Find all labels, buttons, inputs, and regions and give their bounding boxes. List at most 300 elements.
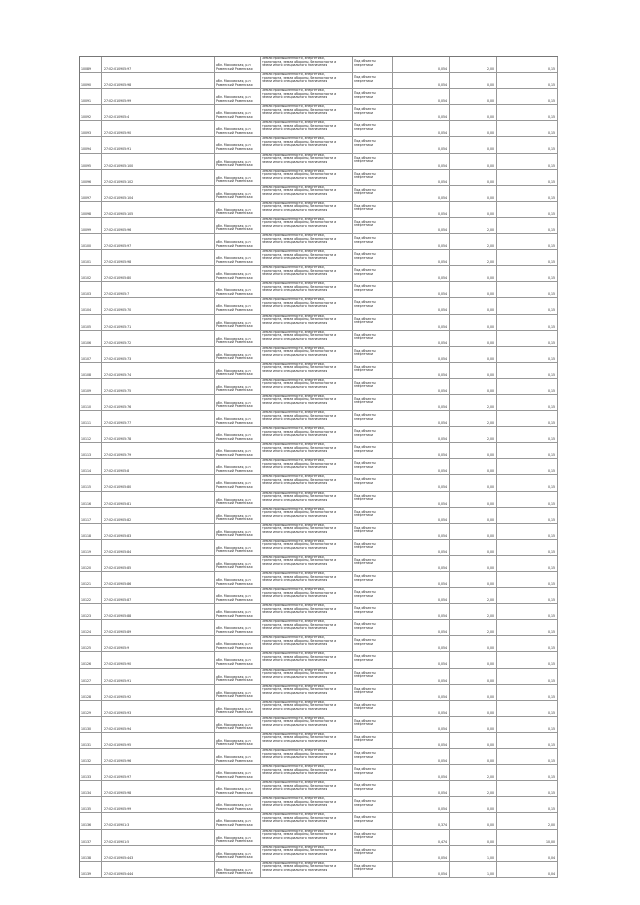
table-row [80, 427, 558, 443]
table-row [80, 540, 558, 556]
address-cell [215, 830, 261, 845]
permitted-use-line: энергетики [354, 239, 374, 244]
land-category-line: транспорта, земли обороны, безопасности и [262, 654, 337, 659]
area-value-cell: 0,054 [393, 170, 450, 185]
address-line: обл. Московская, р-н [216, 143, 251, 148]
area-value-cell: 0,054 [393, 459, 450, 474]
land-category-cell [261, 540, 353, 555]
land-category-line: транспорта, земли обороны, безопасности и [262, 445, 337, 450]
rate-value-cell: 0,15 [497, 234, 558, 249]
land-category-line: транспорта, земли обороны, безопасности и [262, 75, 337, 80]
row-id-cell: 10125 [80, 636, 102, 651]
land-category-line: транспорта, земли обороны, безопасности и [262, 783, 337, 788]
land-category-cell [261, 411, 353, 426]
cadastral-number-cell: 27:02:010905:87 [102, 588, 215, 603]
land-category-line: Земли промышленности, энергетики, [262, 330, 325, 334]
land-category-line: транспорта, земли обороны, безопасности и [262, 558, 337, 563]
address-cell [215, 492, 261, 507]
permitted-use-line: Под объекты [354, 413, 376, 418]
address-cell [215, 862, 261, 877]
land-category-cell [261, 556, 353, 571]
area-value-cell: 0,054 [393, 620, 450, 635]
address-line: обл. Московская, р-н [216, 851, 251, 856]
row-id-cell: 10109 [80, 379, 102, 394]
area-value-cell: 0,054 [393, 347, 450, 362]
cadastral-number-cell: 27:02:010905:8 [102, 459, 215, 474]
land-category-cell [261, 347, 353, 362]
land-category-line: транспорта, земли обороны, безопасности и [262, 204, 337, 209]
land-category-cell [261, 186, 353, 201]
permitted-use-line: энергетики [354, 513, 374, 518]
cadastral-number-cell: 27:02:010905:96 [102, 749, 215, 764]
land-category-cell [261, 669, 353, 684]
table-row [80, 363, 558, 379]
address-line: Раменский Раменская [216, 404, 253, 409]
permitted-use-cell [353, 89, 393, 104]
land-category-line: земли иного специального назначения [262, 433, 328, 438]
land-category-line: транспорта, земли обороны, безопасности и [262, 638, 337, 643]
address-line: обл. Московская, р-н [216, 336, 251, 341]
permitted-use-line: энергетики [354, 255, 374, 260]
address-line: обл. Московская, р-н [216, 771, 251, 776]
rate-value-cell: 0,04 [497, 846, 558, 861]
cadastral-number-cell: 27:02:010905:84 [102, 540, 215, 555]
address-cell [215, 137, 261, 152]
permitted-use-cell [353, 266, 393, 281]
land-category-cell [261, 298, 353, 313]
row-id-cell: 10136 [80, 813, 102, 828]
address-line: обл. Московская, р-н [216, 594, 251, 599]
land-category-cell [261, 202, 353, 217]
land-category-line: Земли промышленности, энергетики, [262, 749, 325, 753]
permitted-use-line: энергетики [354, 159, 374, 164]
rate-value-cell: 0,15 [497, 652, 558, 667]
address-line: Раменский Раменская [216, 227, 253, 232]
land-category-line: транспорта, земли обороны, безопасности и [262, 317, 337, 321]
land-category-line: Земли промышленности, энергетики, [262, 57, 325, 60]
cadastral-number-cell: 27:02:010905:90 [102, 121, 215, 136]
rate-value-cell: 0,15 [497, 717, 558, 732]
table-row [80, 315, 558, 331]
area-value-cell: 0,054 [393, 250, 450, 265]
permitted-use-cell [353, 846, 393, 861]
address-line: обл. Московская, р-н [216, 867, 251, 872]
land-category-line: транспорта, земли обороны, безопасности и [262, 268, 337, 273]
land-category-line: транспорта, земли обороны, безопасности и [262, 767, 337, 772]
cadastral-number-cell: 27:02:010905:76 [102, 395, 215, 410]
address-line: обл. Московская, р-н [216, 95, 251, 100]
land-category-line: Земли промышленности, энергетики, [262, 716, 325, 720]
table-row [80, 524, 558, 540]
land-category-line: Земли промышленности, энергетики, [262, 684, 325, 688]
land-category-line: земли иного специального назначения [262, 63, 328, 67]
permitted-use-cell [353, 331, 393, 346]
address-line: Раменский Раменская [216, 291, 253, 296]
cadastral-number-cell: 27:02:010905:73 [102, 347, 215, 362]
permitted-use-line: энергетики [354, 690, 374, 695]
count-value-cell: 2,00 [450, 588, 497, 603]
count-value-cell: 2,00 [450, 411, 497, 426]
rate-value-cell: 0,15 [497, 298, 558, 313]
land-category-line: транспорта, земли обороны, безопасности и [262, 590, 337, 595]
cadastral-number-cell: 27:02:010905:443 [102, 846, 215, 861]
address-line: обл. Московская, р-н [216, 384, 251, 389]
permitted-use-line: энергетики [354, 384, 374, 389]
rate-value-cell: 0,15 [497, 363, 558, 378]
land-category-line: Земли промышленности, энергетики, [262, 588, 325, 592]
rate-value-cell: 0,15 [497, 154, 558, 169]
count-value-cell: 0,00 [450, 170, 497, 185]
land-category-line: Земли промышленности, энергетики, [262, 491, 325, 495]
table-row [80, 475, 558, 491]
permitted-use-line: Под объекты [354, 123, 376, 128]
address-cell [215, 765, 261, 780]
rate-value-cell: 0,15 [497, 266, 558, 281]
cadastral-number-cell: 27:02:010905:71 [102, 315, 215, 330]
land-category-line: земли иного специального назначения [262, 384, 328, 389]
permitted-use-line: Под объекты [354, 831, 376, 836]
row-id-cell: 10114 [80, 459, 102, 474]
row-id-cell: 10106 [80, 331, 102, 346]
cadastral-number-cell: 27:02:010905:99 [102, 89, 215, 104]
address-line: обл. Московская, р-н [216, 513, 251, 518]
area-value-cell: 0,054 [393, 556, 450, 571]
count-value-cell: 0,00 [450, 121, 497, 136]
address-line: Раменский Раменская [216, 645, 253, 650]
permitted-use-line: Под объекты [354, 171, 376, 176]
address-line: обл. Московская, р-н [216, 207, 251, 212]
count-value-cell: 1,00 [450, 846, 497, 861]
rate-value-cell: 10,00 [497, 830, 558, 845]
address-cell [215, 121, 261, 136]
count-value-cell: 2,00 [450, 765, 497, 780]
land-category-cell [261, 588, 353, 603]
land-category-line: транспорта, земли обороны, безопасности и [262, 864, 337, 869]
count-value-cell: 0,00 [450, 524, 497, 539]
land-category-line: транспорта, земли обороны, безопасности и [262, 139, 337, 144]
area-value-cell: 0,474 [393, 830, 450, 845]
cadastral-number-cell: 27:02:010905:89 [102, 620, 215, 635]
count-value-cell: 2,00 [450, 427, 497, 442]
area-value-cell: 0,054 [393, 282, 450, 297]
address-line: обл. Московская, р-н [216, 272, 251, 277]
address-cell [215, 218, 261, 233]
address-line: Раменский Раменская [216, 307, 253, 312]
land-category-line: транспорта, земли обороны, безопасности и [262, 510, 337, 515]
permitted-use-line: энергетики [354, 770, 374, 775]
land-category-cell [261, 701, 353, 716]
row-id-cell: 10117 [80, 508, 102, 523]
area-value-cell: 0,054 [393, 797, 450, 812]
table-row [80, 797, 558, 813]
row-id-cell: 10098 [80, 202, 102, 217]
land-category-line: транспорта, земли обороны, безопасности и [262, 832, 337, 836]
count-value-cell: 0,00 [450, 669, 497, 684]
table-row [80, 685, 558, 701]
area-value-cell: 0,054 [393, 701, 450, 716]
address-cell [215, 652, 261, 667]
land-category-line: земли иного специального назначения [262, 449, 328, 454]
cadastral-number-cell: 27:02:010905:97 [102, 765, 215, 780]
land-category-line: транспорта, земли обороны, безопасности и [262, 220, 337, 225]
land-category-line: транспорта, земли обороны, безопасности и [262, 349, 337, 354]
land-category-cell [261, 508, 353, 523]
permitted-use-line: энергетики [354, 432, 374, 437]
area-value-cell: 0,054 [393, 137, 450, 152]
row-id-cell: 10089 [80, 57, 102, 72]
row-id-cell: 10135 [80, 797, 102, 812]
address-cell [215, 298, 261, 313]
land-category-line: транспорта, земли обороны, безопасности и [262, 815, 337, 820]
permitted-use-line: энергетики [354, 191, 374, 196]
cadastral-number-cell: 27:02:010905:90 [102, 652, 215, 667]
table-row [80, 137, 558, 153]
row-id-cell: 10121 [80, 572, 102, 587]
land-category-cell [261, 331, 353, 346]
permitted-use-cell [353, 588, 393, 603]
address-line: Раменский Раменская [216, 420, 253, 425]
permitted-use-line: Под объекты [354, 541, 376, 546]
land-category-cell [261, 315, 353, 330]
land-category-line: Земли промышленности, энергетики, [262, 732, 325, 736]
rate-value-cell: 0,15 [497, 797, 558, 812]
address-line: Раменский Раменская [216, 163, 253, 168]
row-id-cell: 10111 [80, 411, 102, 426]
row-id-cell: 10101 [80, 250, 102, 265]
address-cell [215, 266, 261, 281]
permitted-use-line: энергетики [354, 706, 374, 711]
land-category-line: земли иного специального назначения [262, 771, 328, 776]
permitted-use-cell [353, 524, 393, 539]
land-category-line: земли иного специального назначения [262, 529, 328, 534]
land-category-line: Земли промышленности, энергетики, [262, 572, 325, 575]
cadastral-number-cell: 27:02:010905:102 [102, 170, 215, 185]
address-cell [215, 749, 261, 764]
count-value-cell: 0,00 [450, 89, 497, 104]
land-category-line: земли иного специального назначения [262, 658, 328, 663]
land-category-line: земли иного специального назначения [262, 175, 328, 180]
count-value-cell: 1,00 [450, 862, 497, 877]
permitted-use-line: Под объекты [354, 396, 376, 401]
cadastral-number-cell: 27:02:010905:70 [102, 298, 215, 313]
count-value-cell: 0,00 [450, 282, 497, 297]
land-category-line: Земли промышленности, энергетики, [262, 797, 325, 801]
table-row [80, 733, 558, 749]
address-line: Раменский Раменская [216, 372, 253, 377]
permitted-use-cell [353, 57, 393, 72]
table-row [80, 588, 558, 604]
permitted-use-cell [353, 459, 393, 474]
land-category-line: транспорта, земли обороны, безопасности и [262, 59, 337, 64]
land-category-line: Земли промышленности, энергетики, [262, 346, 325, 350]
land-category-line: Земли промышленности, энергетики, [262, 459, 325, 463]
row-id-cell: 10096 [80, 170, 102, 185]
count-value-cell: 0,00 [450, 572, 497, 587]
area-value-cell: 0,054 [393, 749, 450, 764]
address-line: Раменский Раменская [216, 871, 253, 876]
land-category-cell [261, 830, 353, 845]
table-row [80, 186, 558, 202]
cadastral-number-cell: 27:02:010901:3 [102, 813, 215, 828]
rate-value-cell: 0,15 [497, 427, 558, 442]
address-cell [215, 347, 261, 362]
address-line: обл. Московская, р-н [216, 417, 251, 422]
permitted-use-line: энергетики [354, 641, 374, 646]
land-category-line: транспорта, земли обороны, безопасности и [262, 156, 337, 161]
land-category-cell [261, 781, 353, 796]
permitted-use-line: энергетики [354, 802, 374, 807]
address-cell [215, 282, 261, 297]
rate-value-cell: 0,15 [497, 636, 558, 651]
land-category-line: транспорта, земли обороны, безопасности и [262, 494, 337, 499]
table-row [80, 717, 558, 733]
cadastral-number-cell: 27:02:010905:7 [102, 282, 215, 297]
land-category-line: земли иного специального назначения [262, 690, 328, 695]
land-category-cell [261, 652, 353, 667]
land-category-line: Земли промышленности, энергетики, [262, 137, 325, 141]
cadastral-number-cell: 27:02:010905:105 [102, 202, 215, 217]
permitted-use-line: энергетики [354, 625, 374, 630]
address-line: обл. Московская, р-н [216, 481, 251, 486]
land-category-line: земли иного специального назначения [262, 288, 328, 293]
rate-value-cell: 0,15 [497, 492, 558, 507]
land-category-line: Земли промышленности, энергетики, [262, 105, 325, 109]
land-category-line: транспорта, земли обороны, безопасности и [262, 123, 337, 128]
rate-value-cell: 0,15 [497, 443, 558, 458]
permitted-use-line: энергетики [354, 287, 374, 292]
land-category-cell [261, 363, 353, 378]
row-id-cell: 10134 [80, 781, 102, 796]
cadastral-number-cell: 27:02:010905:80 [102, 266, 215, 281]
address-line: обл. Московская, р-н [216, 63, 251, 67]
permitted-use-cell [353, 186, 393, 201]
table-row [80, 669, 558, 685]
address-line: Раменский Раменская [216, 388, 253, 393]
land-category-line: транспорта, земли обороны, безопасности и [262, 333, 337, 338]
count-value-cell: 0,00 [450, 492, 497, 507]
address-cell [215, 250, 261, 265]
rate-value-cell: 0,15 [497, 733, 558, 748]
count-value-cell: 0,00 [450, 685, 497, 700]
permitted-use-line: Под объекты [354, 59, 376, 63]
rate-value-cell: 0,15 [497, 347, 558, 362]
land-category-line: транспорта, земли обороны, безопасности и [262, 236, 337, 241]
permitted-use-line: Под объекты [354, 219, 376, 224]
rate-value-cell: 0,15 [497, 218, 558, 233]
count-value-cell: 2,00 [450, 620, 497, 635]
address-line: Раменский Раменская [216, 259, 253, 264]
address-line: обл. Московская, р-н [216, 240, 251, 245]
count-value-cell: 0,00 [450, 315, 497, 330]
land-category-line: земли иного специального назначения [262, 368, 328, 373]
address-line: обл. Московская, р-н [216, 561, 251, 566]
table-row [80, 862, 558, 878]
permitted-use-cell [353, 315, 393, 330]
row-id-cell: 10120 [80, 556, 102, 571]
count-value-cell: 0,00 [450, 733, 497, 748]
land-category-cell [261, 636, 353, 651]
table-row [80, 620, 558, 636]
land-category-line: транспорта, земли обороны, безопасности и [262, 300, 337, 305]
address-line: Раменский Раменская [216, 243, 253, 248]
area-value-cell: 0,054 [393, 781, 450, 796]
count-value-cell: 0,00 [450, 379, 497, 394]
row-id-cell: 10130 [80, 717, 102, 732]
cadastral-number-cell: 27:02:010905:94 [102, 717, 215, 732]
address-line: Раменский Раменская [216, 839, 253, 843]
table-row [80, 492, 558, 508]
permitted-use-line: Под объекты [354, 284, 376, 289]
cadastral-number-cell: 27:02:010905:82 [102, 508, 215, 523]
permitted-use-cell [353, 813, 393, 828]
address-line: Раменский Раменская [216, 565, 253, 570]
land-category-line: Земли промышленности, энергетики, [262, 89, 325, 93]
permitted-use-line: Под объекты [354, 91, 376, 96]
land-category-line: Земли промышленности, энергетики, [262, 362, 325, 366]
address-line: обл. Московская, р-н [216, 256, 251, 261]
address-line: Раменский Раменская [216, 66, 253, 71]
area-value-cell: 0,054 [393, 685, 450, 700]
land-category-line: земли иного специального назначения [262, 143, 328, 148]
table-row [80, 443, 558, 459]
address-cell [215, 540, 261, 555]
address-line: обл. Московская, р-н [216, 79, 251, 84]
count-value-cell: 0,00 [450, 813, 497, 828]
land-category-cell [261, 379, 353, 394]
permitted-use-line: энергетики [354, 352, 374, 357]
land-category-line: Земли промышленности, энергетики, [262, 523, 325, 527]
permitted-use-cell [353, 379, 393, 394]
permitted-use-cell [353, 234, 393, 249]
table-row [80, 652, 558, 668]
row-id-cell: 10118 [80, 524, 102, 539]
cadastral-number-cell: 27:02:010905:85 [102, 556, 215, 571]
row-id-cell: 10095 [80, 154, 102, 169]
permitted-use-cell [353, 556, 393, 571]
area-value-cell: 0,054 [393, 540, 450, 555]
permitted-use-cell [353, 347, 393, 362]
count-value-cell: 0,00 [450, 459, 497, 474]
address-line: обл. Московская, р-н [216, 449, 251, 454]
permitted-use-line: Под объекты [354, 268, 376, 273]
row-id-cell: 10112 [80, 427, 102, 442]
table-row [80, 379, 558, 395]
land-category-cell [261, 765, 353, 780]
address-line: Раменский Раменская [216, 613, 253, 618]
address-line: Раменский Раменская [216, 452, 253, 457]
permitted-use-cell [353, 170, 393, 185]
address-line: Раменский Раменская [216, 275, 253, 280]
land-category-line: земли иного специального назначения [262, 352, 328, 357]
permitted-use-line: Под объекты [354, 203, 376, 208]
rate-value-cell: 0,15 [497, 459, 558, 474]
cadastral-number-cell: 27:02:010905:75 [102, 379, 215, 394]
address-cell [215, 427, 261, 442]
cadastral-number-cell: 27:02:010905:100 [102, 154, 215, 169]
land-category-cell [261, 862, 353, 877]
land-category-cell [261, 266, 353, 281]
land-category-line: транспорта, земли обороны, безопасности и [262, 542, 337, 547]
land-category-line: земли иного специального назначения [262, 95, 328, 100]
permitted-use-cell [353, 636, 393, 651]
land-category-cell [261, 154, 353, 169]
address-line: Раменский Раменская [216, 340, 253, 345]
land-category-line: Земли промышленности, энергетики, [262, 475, 325, 479]
cadastral-number-cell: 27:02:010905:9 [102, 636, 215, 651]
land-category-line: земли иного специального назначения [262, 626, 328, 631]
row-id-cell: 10090 [80, 73, 102, 88]
land-category-cell [261, 250, 353, 265]
